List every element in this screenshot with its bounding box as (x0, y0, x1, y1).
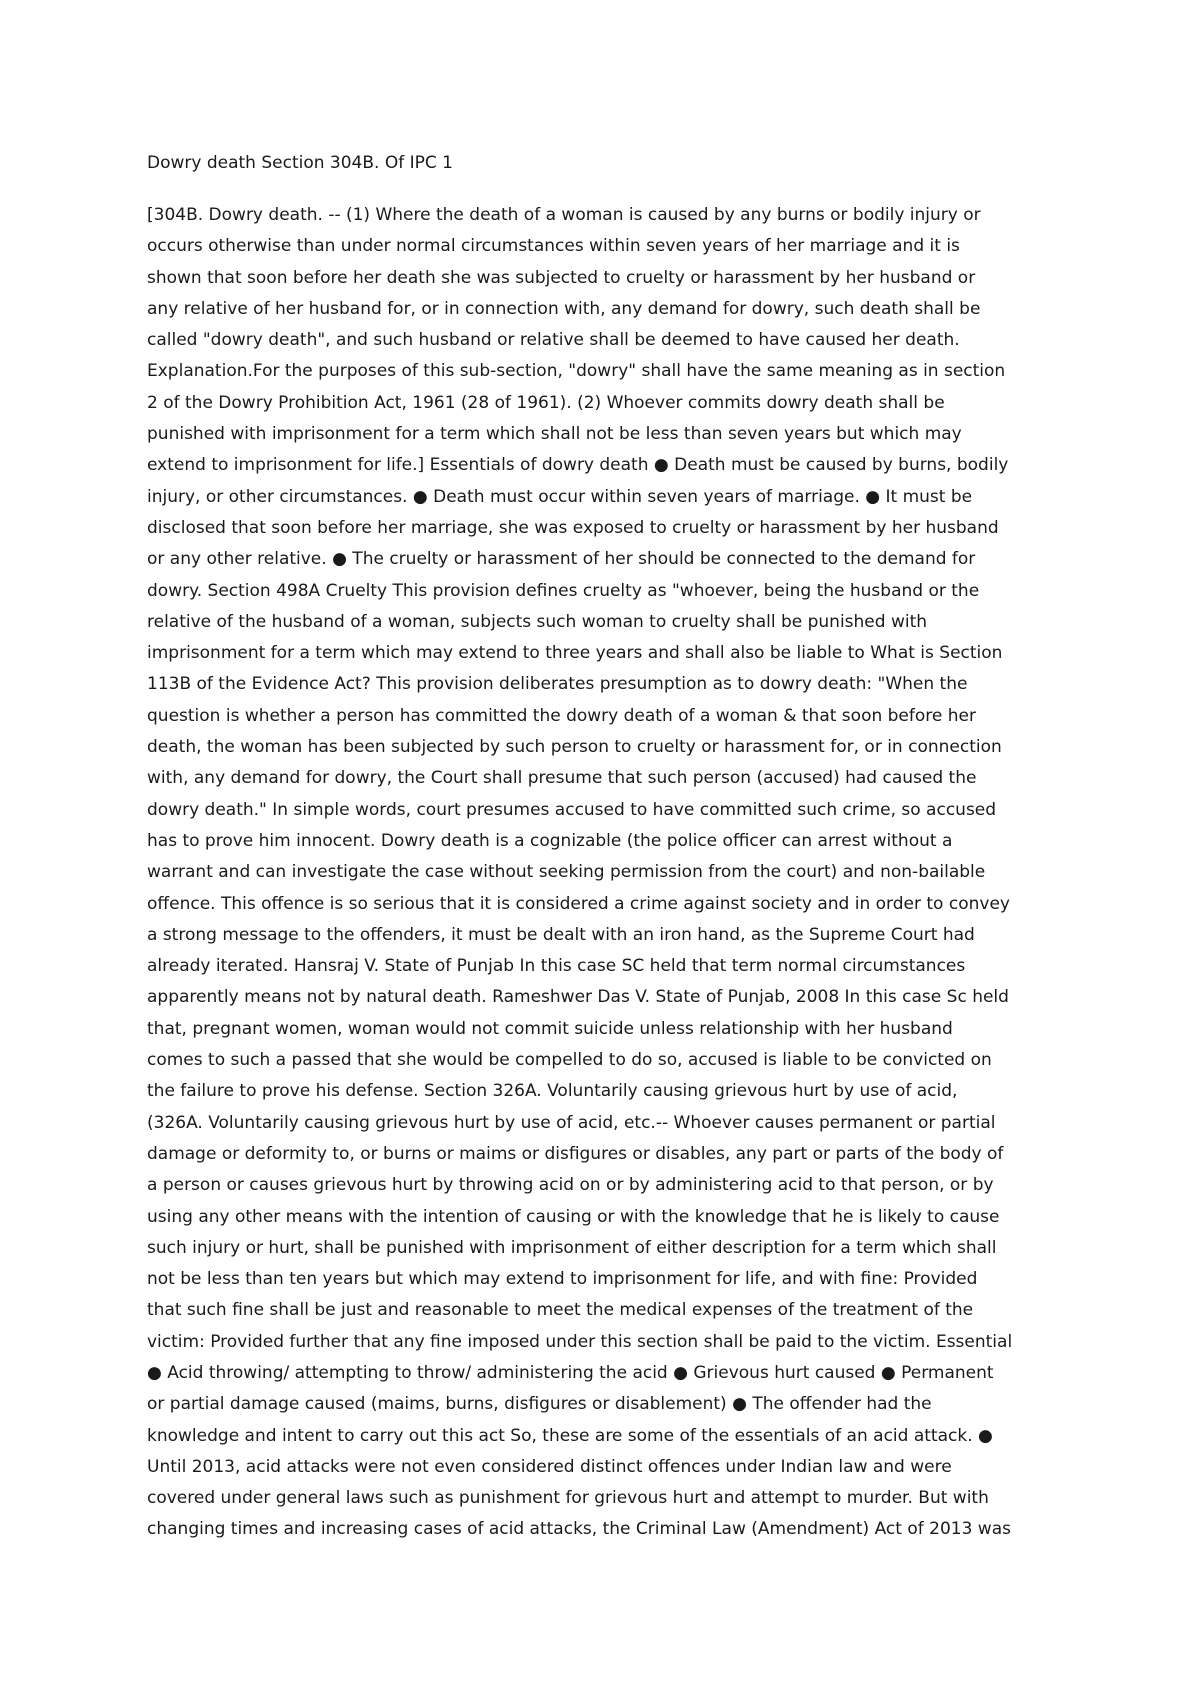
body-text-line: extend to imprisonment for life.] Essentials of dowry death ● Death must be caused by burns, bodily (147, 455, 1009, 476)
body-text-line: using any other means with the intention of causing or with the knowledge that he is likely to cause (147, 1206, 1000, 1227)
body-text-line: victim: Provided further that any fine imposed under this section shall be paid to the victim. Essential (147, 1331, 1013, 1352)
body-text-line: not be less than ten years but which may extend to imprisonment for life, and with fine: Provided (147, 1269, 978, 1290)
body-text-line: punished with imprisonment for a term which shall not be less than seven years but which may (147, 424, 962, 445)
body-text-line: that, pregnant women, woman would not commit suicide unless relationship with her husband (147, 1018, 953, 1039)
body-text-line: 2 of the Dowry Prohibition Act, 1961 (28 of 1961). (2) Whoever commits dowry death shall be (147, 392, 945, 413)
body-text-line: question is whether a person has committed the dowry death of a woman & that soon before her (147, 705, 976, 726)
body-text-line: that such fine shall be just and reasonable to meet the medical expenses of the treatment of the (147, 1300, 974, 1321)
body-text-line: (326A. Voluntarily causing grievous hurt by use of acid, etc.-- Whoever causes permanent or partial (147, 1112, 996, 1133)
body-text-line: the failure to prove his defense. Section 326A. Voluntarily causing grievous hurt by use of acid, (147, 1081, 958, 1102)
body-text-line: such injury or hurt, shall be punished with imprisonment of either description for a term which shall (147, 1237, 997, 1258)
body-text-line: or partial damage caused (maims, burns, disfigures or disablement) ● The offender had the (147, 1394, 932, 1415)
body-text-line: called "dowry death", and such husband or relative shall be deemed to have caused her death. (147, 330, 960, 351)
body-text-line: injury, or other circumstances. ● Death must occur within seven years of marriage. ● It must be (147, 486, 973, 507)
document-title: Dowry death Section 304B. Of IPC 1 (147, 153, 453, 173)
body-text-line: relative of the husband of a woman, subjects such woman to cruelty shall be punished with (147, 611, 928, 632)
body-text-line: dowry. Section 498A Cruelty This provision defines cruelty as "whoever, being the husband or the (147, 580, 980, 601)
body-text-line: death, the woman has been subjected by such person to cruelty or harassment for, or in connection (147, 737, 1002, 758)
body-text-line: damage or deformity to, or burns or maims or disfigures or disables, any part or parts of the body of (147, 1143, 1004, 1164)
body-text-line: [304B. Dowry death. -- (1) Where the death of a woman is caused by any burns or bodily injury or (147, 205, 981, 225)
body-text-line: a strong message to the offenders, it must be dealt with an iron hand, as the Supreme Court had (147, 924, 975, 945)
body-text-line: ● Acid throwing/ attempting to throw/ administering the acid ● Grievous hurt caused ● Permanent (147, 1362, 994, 1383)
body-text-line: knowledge and intent to carry out this act So, these are some of the essentials of an acid attack. ● (147, 1425, 993, 1446)
body-text-line: changing times and increasing cases of acid attacks, the Criminal Law (Amendment) Act of 2013 was (147, 1519, 1011, 1540)
body-text-line: covered under general laws such as punishment for grievous hurt and attempt to murder. But with (147, 1488, 989, 1509)
body-text-line: offence. This offence is so serious that it is considered a crime against society and in order to convey (147, 893, 1010, 914)
body-text-line: Explanation.For the purposes of this sub-section, "dowry" shall have the same meaning as in section (147, 361, 1006, 382)
body-text-line: already iterated. Hansraj V. State of Punjab In this case SC held that term normal circumstances (147, 956, 966, 977)
body-text-line: Until 2013, acid attacks were not even considered distinct offences under Indian law and were (147, 1456, 952, 1477)
body-text-line: warrant and can investigate the case without seeking permission from the court) and non-bailable (147, 862, 986, 883)
document-body (147, 200, 1067, 1546)
body-text-line: shown that soon before her death she was subjected to cruelty or harassment by her husband or (147, 267, 976, 288)
body-text-line: or any other relative. ● The cruelty or harassment of her should be connected to the demand for (147, 549, 976, 570)
body-text-line: a person or causes grievous hurt by throwing acid on or by administering acid to that person, or by (147, 1175, 994, 1196)
body-text-line: apparently means not by natural death. Rameshwer Das V. State of Punjab, 2008 In this case Sc held (147, 987, 1009, 1008)
body-text-line: has to prove him innocent. Dowry death is a cognizable (the police officer can arrest without a (147, 830, 953, 851)
body-text-line: comes to such a passed that she would be compelled to do so, accused is liable to be convicted on (147, 1050, 992, 1071)
body-text-line: imprisonment for a term which may extend to three years and shall also be liable to What is Section (147, 643, 1003, 664)
body-text-line: any relative of her husband for, or in connection with, any demand for dowry, such death shall be (147, 298, 981, 319)
body-text-line: dowry death." In simple words, court presumes accused to have committed such crime, so accused (147, 799, 997, 820)
body-text-line: with, any demand for dowry, the Court shall presume that such person (accused) had caused the (147, 768, 977, 789)
body-text-line: 113B of the Evidence Act? This provision deliberates presumption as to dowry death: "When the (147, 674, 968, 695)
body-text-line: disclosed that soon before her marriage, she was exposed to cruelty or harassment by her husband (147, 517, 999, 538)
body-text-line: occurs otherwise than under normal circumstances within seven years of her marriage and it is (147, 236, 960, 257)
